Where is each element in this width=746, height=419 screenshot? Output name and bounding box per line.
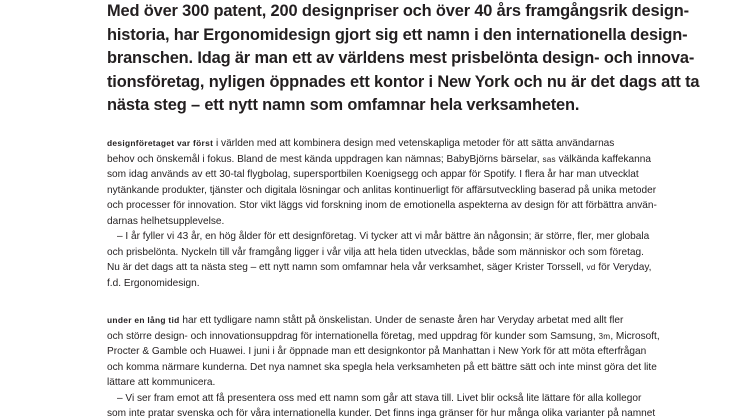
- small-caps-vd: vd: [586, 263, 596, 272]
- lead-line: Med över 300 patent, 200 designpriser och över 40 års framgångsrik design-: [107, 2, 689, 20]
- body-text: behov och önskemål i fokus. Bland de mest kända uppdragen kan nämnas; BabyBjörns bärselar,: [107, 153, 540, 165]
- body-line: [107, 136, 707, 152]
- section-heading-designforetaget: designföretaget var först: [107, 138, 214, 148]
- body-text: välkända kaffekanna: [555, 153, 651, 165]
- small-caps-sas: sas: [542, 154, 556, 164]
- body-line: och prisbelönta. Nyckeln till vår framgång ligger i vår vilja att hela tiden utvecklas, både som människor och som företag.: [107, 246, 644, 258]
- body-text: för Veryday,: [595, 262, 652, 273]
- lead-line: branschen. Idag är man ett av världens mest prisbelönta design- och innova-: [107, 49, 695, 68]
- body-text: har ett tydligare namn stått på önskelistan. Under de senaste åren har Veryday arbetat med allt fler: [179, 315, 624, 326]
- body-line: [107, 329, 707, 345]
- body-text: Nu är det dags att ta nästa steg – ett nytt namn som omfamnar hela vår verksamhet, säger Krister Torssell,: [107, 262, 584, 273]
- lead-line: nästa steg – ett nytt namn som omfamnar hela verksamheten.: [107, 96, 580, 115]
- body-line: [107, 152, 707, 168]
- body-line: f.d. Ergonomidesign.: [107, 277, 200, 289]
- section-heading-under-en-lang-tid: under en lång tid: [107, 315, 180, 325]
- lead-paragraph: [107, 0, 707, 118]
- body-line: [107, 313, 707, 329]
- body-text: i världen med att kombinera design med vetenskapliga metoder för att sätta användarnas: [213, 138, 615, 149]
- body-section-1: [107, 136, 707, 291]
- body-line: – I år fyller vi 43 år, en hög ålder för ett designföretag. Vi tycker att vi mår bättre än någonsin; är större, fler, mer globala: [117, 231, 650, 242]
- lead-line: tionsföretag, nyligen öppnades ett kontor i New York och nu är det dags att ta: [107, 72, 700, 91]
- body-line: som inte pratar svenska och för våra internationella kunder. Det finns inga gränser för hur många olika varianter på namnet: [107, 408, 656, 419]
- body-line: och processer för innovation. Stor vikt läggs vid forskning inom de emotionella aspekterna av design för att förbättra använ-: [107, 200, 657, 211]
- body-text: och större design- och innovationsuppdrag för internationella företag, med uppdrag för kunder som Samsung,: [107, 330, 596, 342]
- small-caps-3m: 3m: [598, 331, 611, 341]
- body-line: Procter & Gamble och Huawei. I juni i år öppnade man ett designkontor på Manhattan i New York för att möta efterfrågan: [107, 346, 647, 357]
- body-section-2: [107, 313, 707, 419]
- body-line: [107, 260, 707, 276]
- lead-line: historia, har Ergonomidesign gjort sig ett namn i den internationella design-: [107, 25, 688, 44]
- body-line: darnas helhetsupplevelse.: [107, 215, 225, 227]
- body-line: – Vi ser fram emot att få presentera oss med ett namn som går att stava till. Livet blir också lite lättare för alla kollegor: [117, 392, 642, 404]
- body-line: som idag används av ett 30-tal flygbolag, supersportbilen Koenigsegg och appar för Spotify. I flera år har man utvecklat: [107, 169, 639, 180]
- body-line: nytänkande produkter, tjänster och digitala lösningar och anlitas kontinuerligt för affärsutveckling baserad på unika metoder: [107, 184, 657, 196]
- body-text: , Microsoft,: [610, 330, 660, 342]
- body-line: lättare att kommunicera.: [107, 377, 216, 388]
- body-line: och komma närmare kunderna. Det nya namnet ska spegla hela verksamheten på ett bättre sätt och inte minst göra det lite: [107, 361, 657, 373]
